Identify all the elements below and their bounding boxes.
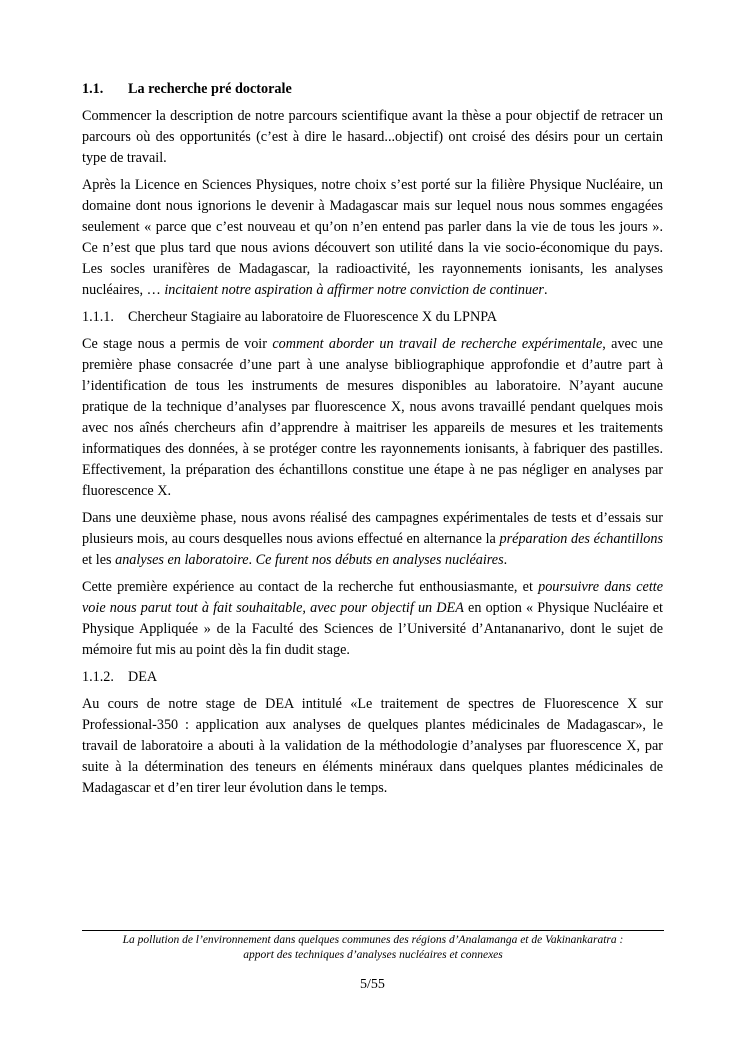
- section-heading: [82, 79, 663, 100]
- section-title: La recherche pré doctorale: [128, 81, 292, 97]
- subsection-heading-2: [82, 667, 663, 688]
- stage-p2-b: et les: [82, 552, 116, 568]
- stage-p2-c: .: [248, 552, 256, 568]
- subsection-number-1: 1.1.1.: [82, 309, 114, 325]
- stage-p2-italic3: Ce furent nos débuts en analyses nucléaires: [255, 552, 504, 568]
- intro-paragraph: Commencer la description de notre parcours scientifique avant la thèse a pour objectif de retracer un parcours où des opportunités (c’est à dire le hasard...objectif) ont croisé des désirs pour un certain type de travail.: [82, 108, 663, 166]
- document-body: [82, 79, 663, 805]
- licence-italic: incitaient notre aspiration à affirmer notre conviction de continuer: [164, 282, 544, 298]
- subsection-heading-1: [82, 307, 663, 328]
- page-footer: [82, 933, 664, 963]
- stage-p1-a: Ce stage nous a permis de voir: [82, 336, 273, 352]
- stage-paragraph-3: [82, 577, 663, 661]
- footer-line-1: La pollution de l’environnement dans quelques communes des régions d’Analamanga et de Vakinankaratra :: [122, 934, 624, 946]
- stage-p3-italic: poursuivre dans cette voie nous parut tout à fait souhaitable, avec pour objectif un DEA: [82, 579, 663, 616]
- stage-p3-b: en option « Physique Nucléaire et Physique Appliquée » de la Faculté des Sciences de l’Université d’Antananarivo, dont le sujet de mémoire fut mis au point dès la fin dudit stage.: [82, 600, 663, 658]
- dea-paragraph: Au cours de notre stage de DEA intitulé «Le traitement de spectres de Fluorescence X sur Professional-350 : application aux analyses de quelques plantes médicinales de Madagascar», le travail de laboratoire a abouti à la validation de la méthodologie d’analyses par fluorescence X, par suite à la détermination des teneurs en éléments minéraux dans quelques plantes médicinales de Madagascar et d’en tirer leur évolution dans le temps.: [82, 696, 663, 796]
- footer-line-2: apport des techniques d’analyses nucléaires et connexes: [243, 949, 503, 961]
- stage-p2-italic2: analyses en laboratoire: [115, 552, 249, 568]
- section-number: 1.1.: [82, 81, 104, 97]
- licence-paragraph: [82, 175, 663, 301]
- stage-p1-italic: comment aborder un travail de recherche expérimentale: [272, 336, 603, 352]
- stage-paragraph-2: [82, 508, 663, 571]
- subsection-title-1: Chercheur Stagiaire au laboratoire de Fluorescence X du LPNPA: [128, 309, 498, 325]
- page-number: 5/55: [360, 977, 385, 992]
- stage-paragraph-1: [82, 334, 663, 502]
- subsection-title-2: DEA: [128, 669, 158, 685]
- stage-p2-a: Dans une deuxième phase, nous avons réalisé des campagnes expérimentales de tests et d’essais sur plusieurs mois, au cours desquelles nous avions effectué en alternance la: [82, 510, 663, 547]
- licence-text: Après la Licence en Sciences Physiques, notre choix s’est porté sur la filière Physique Nucléaire, un domaine dont nous ignorions le devenir à Madagascar mais sur lequel nous nous sommes engagées seulement « parce que c’est nouveau et qu’on n’en entend pas parler dans la vie de tous les jours ». Ce n’est que plus tard que nous avions découvert son utilité dans la vie socio-économique du pays. Les socles uranifères de Madagascar, la radioactivité, les rayonnements ionisants, les analyses nucléaires, …: [82, 177, 663, 298]
- licence-end: .: [543, 282, 548, 298]
- subsection-number-2: 1.1.2.: [82, 669, 114, 685]
- stage-p2-d: .: [503, 552, 508, 568]
- stage-p2-italic1: préparation des échantillons: [499, 531, 663, 547]
- footer-divider: [82, 930, 664, 931]
- stage-p1-b: , avec une première phase consacrée d’une part à une analyse bibliographique approfondie et d’autre part à l’identification de tous les instruments de mesures disponibles au laboratoire. N’ayant aucune pratique de la technique d’analyses par fluorescence X, nous avons travaillé pendant quelques mois avec nos aînés chercheurs afin d’apprendre à maitriser les appareils de mesures et les traitements informatiques des données, à se protéger contre les rayonnements ionisants, à fabriquer des pastilles. Effectivement, la préparation des échantillons constitue une étape à ne pas négliger en analyses par fluorescence X.: [82, 336, 663, 499]
- stage-p3-a: Cette première expérience au contact de la recherche fut enthousiasmante, et: [82, 579, 539, 595]
